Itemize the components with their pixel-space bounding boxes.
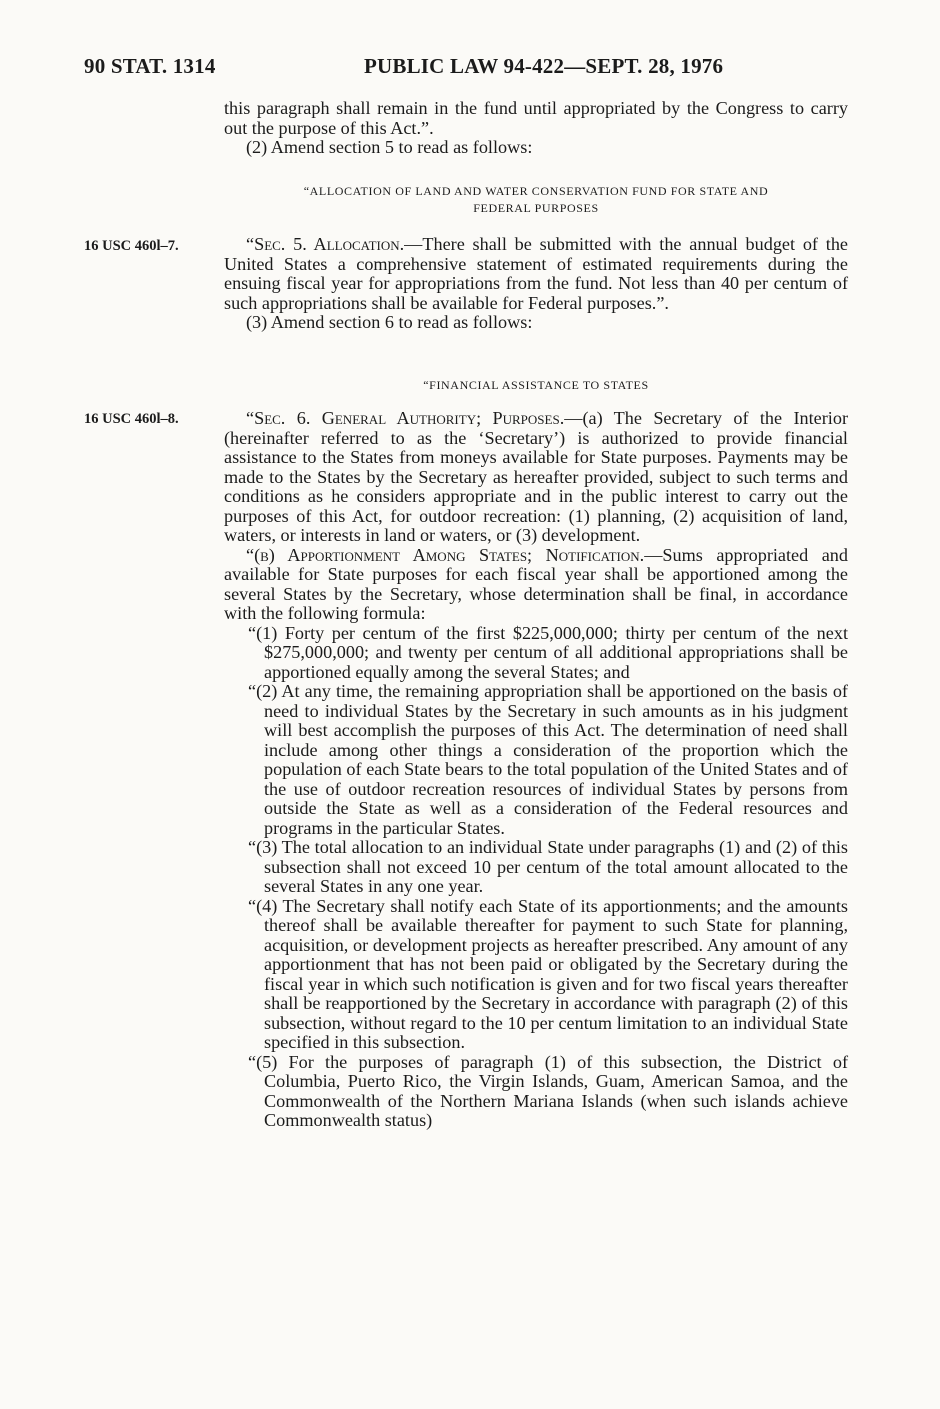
margin-note-460l-8: 16 USC 460l–8. — [84, 411, 179, 427]
section-6a-paragraph — [224, 409, 848, 546]
section-6b-text: —Sums appropriated and available for State purposes for each fiscal year shall be apportioned among the several States by the Secretary, whose determination shall be final, in accordance with the following formula: — [224, 544, 848, 623]
section-heading-allocation — [224, 183, 848, 217]
paragraph-5: “(5) For the purposes of paragraph (1) of this subsection, the District of Columbia, Puerto Rico, the Virgin Islands, Guam, American Samoa, and the Commonwealth of the Northern Mariana Islands (when such islands achieve Commonwealth status) — [248, 1051, 848, 1130]
section-5 — [224, 235, 848, 333]
section-6b-lead: “(b) Apportionment Among States; Notification. — [246, 544, 645, 565]
section-heading-financial-assistance: “FINANCIAL ASSISTANCE TO STATES — [423, 378, 649, 392]
paragraph-2: “(2) At any time, the remaining appropriation shall be apportioned on the basis of need to individual States by the Secretary in such amounts as in his judgment will best accomplish the purposes of this Act. The determination of need shall include among other things a consideration of the proportion which the population of each State bears to the total population of the United States and of the use of outdoor recreation resources of individual States by persons from outside the State as well as a consideration of the Federal resources and programs in the particular States. — [248, 681, 848, 838]
heading-line-1: “ALLOCATION OF LAND AND WATER CONSERVATION FUND FOR STATE AND — [303, 184, 769, 198]
section-5-text: —There shall be submitted with the annual budget of the United States a comprehensive statement of estimated requirements during the ensuing fiscal year for appropriations from the fund. Not less than 40 per centum of such appropriations shall be available for Federal purposes.”. — [224, 234, 848, 313]
margin-note-460l-7: 16 USC 460l–7. — [84, 238, 179, 254]
opening-block — [224, 99, 848, 158]
amendment-3-paragraph: (3) Amend section 6 to read as follows: — [246, 312, 533, 332]
continuation-paragraph: this paragraph shall remain in the fund until appropriated by the Congress to carry out the purpose of this Act.”. — [224, 98, 848, 138]
running-title: PUBLIC LAW 94-422—SEPT. 28, 1976 — [364, 54, 724, 78]
paragraph-3: “(3) The total allocation to an individual State under paragraphs (1) and (2) of this subsection shall not exceed 10 per centum of the total amount allocated to the several States in any one year. — [248, 837, 848, 896]
section-5-lead: “Sec. 5. Allocation. — [246, 234, 405, 254]
paragraph-1: “(1) Forty per centum of the first $225,000,000; thirty per centum of the next $275,000,000; and twenty per centum of all additional appropriations shall be apportioned equally among the several States; and — [248, 622, 848, 682]
paragraph-4: “(4) The Secretary shall notify each State of its apportionments; and the amounts thereof shall be available thereafter for payment to such State for planning, acquisition, or development projects as hereafter prescribed. Any amount of any apportionment that has not been paid or obligated by the Secretary during the fiscal year in which such notification is given and for two fiscal years thereafter shall be reapportioned by the Secretary in accordance with paragraph (2) of this subsection, without regard to the 10 per centum limitation to an individual State specified in this subsection. — [248, 895, 848, 1052]
statute-page-number: 90 STAT. 1314 — [84, 54, 216, 78]
section-6 — [224, 409, 848, 1131]
page-header — [84, 54, 864, 84]
amendment-2-paragraph: (2) Amend section 5 to read as follows: — [246, 137, 533, 157]
section-6a-text: —(a) The Secretary of the Interior (hereinafter referred to as the ‘Secretary’) is authorized to provide financial assistance to the States from moneys available for State purposes. Payments may be made to the States by the Secretary as hereafter provided, subject to such terms and conditions as he considers appropriate and in the public interest to carry out the purposes of this Act, for outdoor recreation: (1) planning, (2) acquisition of land, waters, or interests in land or waters, or (3) development. — [224, 408, 849, 545]
heading-line-2: FEDERAL PURPOSES — [473, 201, 599, 215]
section-6-lead: “Sec. 6. General Authority; Purposes. — [246, 408, 565, 428]
section-6b-paragraph — [224, 546, 848, 624]
section-5-paragraph — [224, 235, 848, 313]
